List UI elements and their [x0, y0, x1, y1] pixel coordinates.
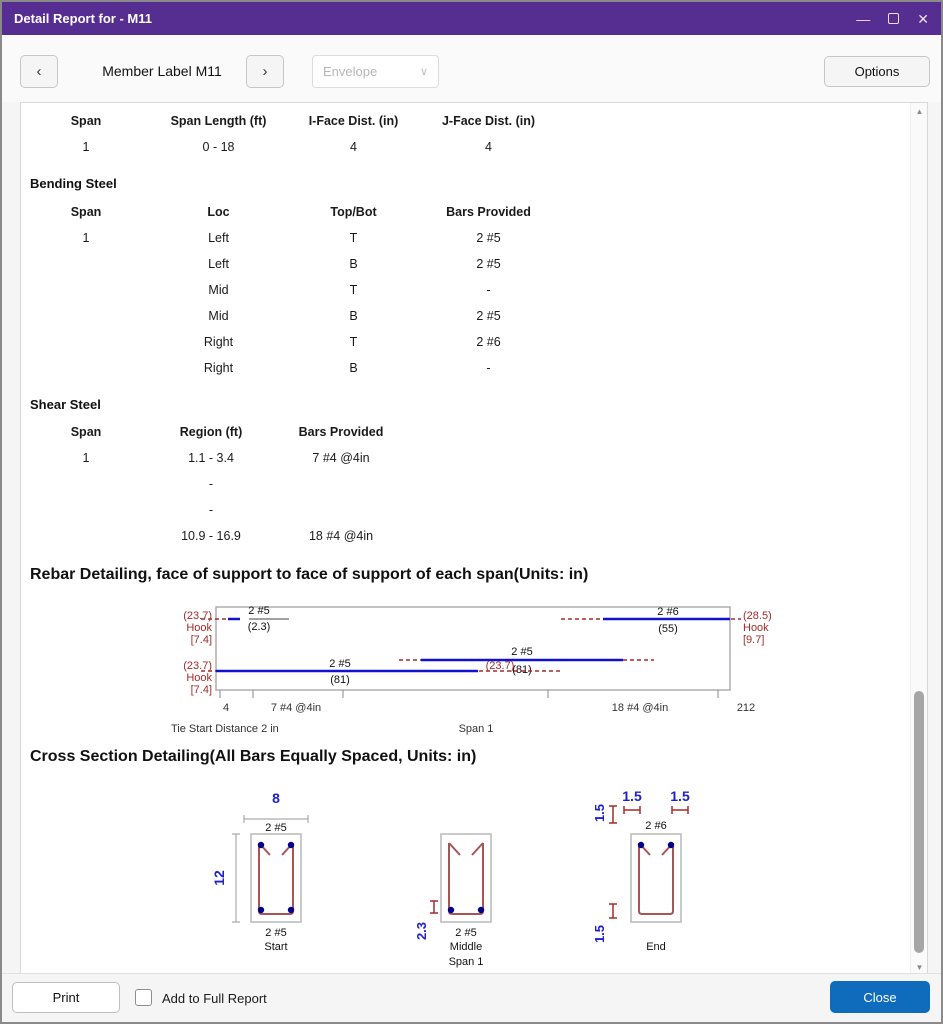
close-icon[interactable]: ✕	[917, 10, 929, 27]
width-dimension-label: 8	[272, 790, 280, 806]
table-cell: -	[208, 503, 214, 517]
shear-steel-title: Shear Steel	[30, 397, 101, 412]
column-header: Span	[70, 114, 102, 128]
hook-length-label: (23.7)	[183, 660, 212, 672]
rebar-elevation-diagram	[163, 599, 793, 739]
hook-word-label: Hook	[743, 622, 769, 634]
print-button-label: Print	[52, 990, 80, 1005]
hook-length-label: (23.7)	[183, 610, 212, 622]
cross-section-diagram	[103, 784, 803, 968]
tie-start-note: Tie Start Distance 2 in	[171, 723, 279, 735]
hook-length-label: (28.5)	[743, 610, 772, 622]
table-cell: 1	[82, 451, 90, 465]
table-cell	[21, 277, 151, 303]
print-button[interactable]	[12, 982, 120, 1013]
scroll-up-icon[interactable]: ▲	[915, 107, 924, 116]
table-cell: B	[349, 361, 358, 375]
bar-length-label: (55)	[658, 623, 678, 635]
height-dimension-label: 12	[211, 870, 227, 886]
table-cell	[271, 471, 411, 497]
table-cell: 2 #5	[476, 309, 501, 323]
table-cell	[271, 497, 411, 523]
section-caption: Middle	[449, 941, 483, 953]
bar-label: 2 #5	[329, 658, 351, 670]
bottom-bars-label: 2 #5	[455, 927, 477, 939]
chevron-left-icon: ‹	[36, 63, 42, 80]
bar-label: 2 #5	[248, 605, 270, 617]
right-ties-label: 18 #4 @4in	[611, 702, 669, 714]
bar-length-label: (81)	[512, 664, 532, 676]
top-bars-label: 2 #5	[265, 822, 287, 834]
table-cell	[21, 355, 151, 381]
bar-label: 2 #5	[511, 646, 533, 658]
table-cell: 18 #4 @4in	[308, 529, 374, 543]
table-cell: 4	[350, 140, 357, 154]
table-cell: Left	[208, 231, 229, 245]
options-button[interactable]	[824, 56, 930, 87]
table-cell: -	[486, 283, 491, 297]
next-member-button[interactable]	[246, 55, 284, 88]
span-caption: Span 1	[448, 956, 484, 968]
column-header: Bars Provided	[298, 425, 384, 439]
axis-start-label: 4	[222, 702, 230, 714]
table-cell	[21, 523, 151, 549]
table-cell: -	[208, 477, 214, 491]
rebar-detailing-heading: Rebar Detailing, face of support to face of support of each span(Units: in)	[30, 566, 589, 583]
table-cell: Mid	[208, 283, 229, 297]
scroll-down-icon[interactable]: ▼	[915, 963, 924, 972]
table-cell: 1	[82, 140, 90, 154]
table-cell: 4	[485, 140, 492, 154]
chevron-down-icon: ∨	[419, 66, 428, 78]
minimize-icon[interactable]: —	[856, 10, 871, 27]
envelope-dropdown[interactable]	[312, 55, 439, 88]
toolbar	[2, 35, 941, 102]
close-button[interactable]	[830, 981, 930, 1013]
column-header: Loc	[207, 205, 230, 219]
bottom-cover-label: 1.5	[592, 924, 607, 944]
table-cell: 2 #6	[476, 335, 501, 349]
table-cell	[21, 251, 151, 277]
column-header: J-Face Dist. (in)	[441, 114, 536, 128]
hook-word-label: Hook	[186, 672, 212, 684]
column-header: Span	[70, 425, 102, 439]
column-header: Top/Bot	[330, 205, 377, 219]
previous-member-button[interactable]	[20, 55, 58, 88]
checkbox-label: Add to Full Report	[162, 991, 267, 1006]
table-cell: 1.1 - 3.4	[188, 451, 234, 465]
footer-bar	[2, 973, 941, 1022]
table-cell: T	[349, 335, 358, 349]
close-button-label: Close	[863, 989, 897, 1005]
bending-steel-title: Bending Steel	[30, 176, 117, 191]
splice-length-label: (23.7)	[485, 660, 515, 672]
report-content	[20, 102, 928, 977]
table-cell: B	[349, 257, 358, 271]
left-ties-label: 7 #4 @4in	[270, 702, 322, 714]
span-label: Span 1	[458, 723, 494, 735]
hook-ext-label: [7.4]	[190, 634, 212, 646]
table-cell	[21, 303, 151, 329]
vertical-scrollbar[interactable]	[910, 103, 927, 976]
table-cell	[21, 497, 151, 523]
window-title: Detail Report for - M11	[14, 11, 152, 26]
member-label: Member Label M11	[102, 63, 222, 79]
hook-ext-label: [7.4]	[190, 684, 212, 696]
geometry-table	[21, 108, 556, 160]
bar-length-label: (2.3)	[247, 621, 271, 633]
section-caption: Start	[264, 941, 288, 953]
column-header: Bars Provided	[446, 205, 531, 219]
shear-steel-table	[21, 419, 411, 549]
bending-steel-table	[21, 199, 556, 381]
table-cell: Left	[208, 257, 229, 271]
options-button-label: Options	[854, 64, 900, 79]
bottom-cover-label: 2.3	[414, 921, 429, 941]
table-cell: 2 #5	[476, 257, 501, 271]
dropdown-value: Envelope	[323, 64, 378, 79]
table-cell: Right	[203, 361, 234, 375]
hook-ext-label: [9.7]	[743, 634, 765, 646]
table-cell: Mid	[208, 309, 229, 323]
axis-end-label: 212	[736, 702, 756, 714]
column-header: I-Face Dist. (in)	[308, 114, 399, 128]
chevron-right-icon: ›	[262, 63, 268, 80]
edge-right-label: 1.5	[670, 788, 690, 804]
column-header: Span	[70, 205, 102, 219]
titlebar	[2, 2, 941, 35]
bar-length-label: (81)	[330, 674, 350, 686]
column-header: Region (ft)	[179, 425, 243, 439]
top-bars-label: 2 #6	[645, 820, 667, 832]
table-cell	[21, 471, 151, 497]
table-cell	[21, 329, 151, 355]
column-header: Span Length (ft)	[170, 114, 267, 128]
table-cell: T	[349, 231, 358, 245]
table-cell: Right	[203, 335, 234, 349]
scrollbar-thumb[interactable]	[914, 691, 924, 953]
section-caption: End	[646, 941, 666, 953]
table-cell: 1	[82, 231, 90, 245]
bottom-bars-label: 2 #5	[265, 927, 287, 939]
table-cell: -	[486, 361, 491, 375]
edge-left-label: 1.5	[622, 788, 642, 804]
table-cell: 10.9 - 16.9	[181, 529, 241, 543]
add-to-full-report-checkbox[interactable]	[135, 989, 152, 1006]
table-cell: 7 #4 @4in	[312, 451, 370, 465]
table-cell: B	[349, 309, 358, 323]
cross-section-heading: Cross Section Detailing(All Bars Equally Spaced, Units: in)	[30, 748, 477, 765]
table-cell: 2 #5	[476, 231, 501, 245]
maximize-icon[interactable]	[888, 13, 899, 24]
side-cover-top-label: 1.5	[592, 803, 607, 823]
table-cell: T	[349, 283, 358, 297]
table-cell: 0 - 18	[202, 140, 235, 154]
hook-word-label: Hook	[186, 622, 212, 634]
bar-label: 2 #6	[657, 606, 679, 618]
